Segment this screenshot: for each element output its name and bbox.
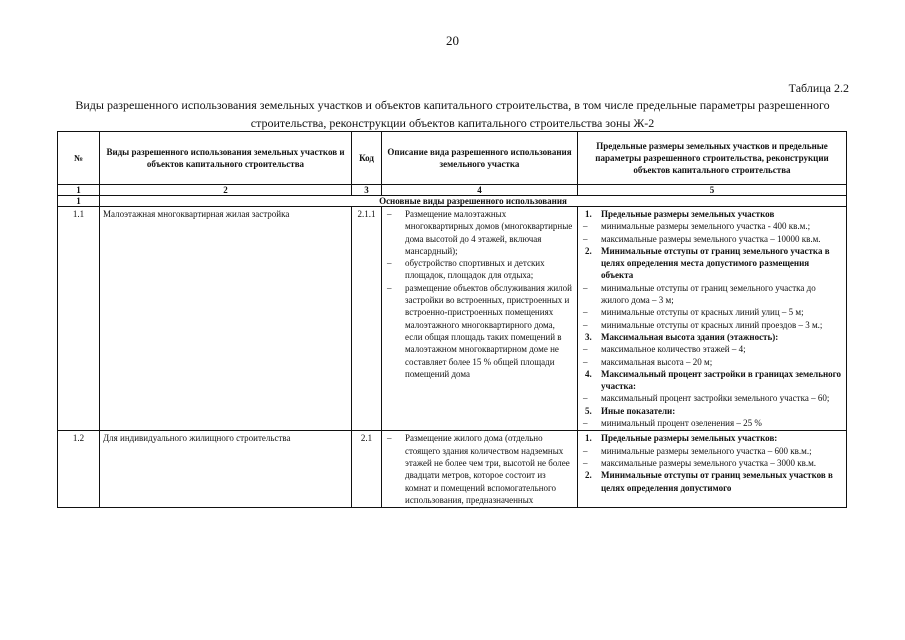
- row-description: [382, 207, 578, 431]
- column-number-row: [58, 185, 847, 196]
- description-item: – размещение объектов обслуживания жилой застройки во встроенных, пристроенных и встроенно-пристроенных помещениях малоэтажного многоквартирного дома, если общая площадь таких помещений в малоэтажном многоквартирном доме не составляет более 15 % общей площади помещений дома: [385, 282, 574, 380]
- header-code: Код: [352, 132, 382, 185]
- table-label: Таблица 2.2: [788, 81, 849, 95]
- column-number: 5: [578, 185, 847, 196]
- param-heading: 1. Предельные размеры земельных участков: [585, 209, 775, 219]
- param-item: – минимальные отступы от красных линий проездов – 3 м.;: [581, 319, 843, 331]
- description-item: – Размещение жилого дома (отдельно стоящего здания количеством надземных этажей не более чем три, высотой не более двадцати метров, которое состоит из комнат и помещений вспомогательного использования, предназначенных: [385, 432, 574, 506]
- column-number: 2: [100, 185, 352, 196]
- param-heading: 2. Минимальные отступы от границ земельного участка в целях определения места допустимого размещения объекта: [585, 245, 830, 281]
- param-heading: 1. Предельные размеры земельных участков:: [585, 433, 778, 444]
- table-header-row: [58, 132, 847, 185]
- param-heading: 3. Максимальная высота здания (этажность):: [585, 331, 779, 342]
- param-item: – минимальные размеры земельного участка – 600 кв.м.;: [581, 445, 843, 457]
- param-item: – максимальный процент застройки земельного участка – 60;: [581, 392, 843, 404]
- row-code: 2.1.1: [352, 207, 382, 431]
- row-num: 1.2: [58, 431, 100, 508]
- section-num: 1: [58, 196, 100, 207]
- param-item: – максимальные размеры земельного участка – 10000 кв.м.: [581, 233, 843, 245]
- header-num: №: [58, 132, 100, 185]
- section-title: Основные виды разрешенного использования: [100, 196, 847, 207]
- row-kind: Малоэтажная многоквартирная жилая застройка: [100, 207, 352, 431]
- section-row: [58, 196, 847, 207]
- description-item: – Размещение малоэтажных многоквартирных домов (многоквартирные дома высотой до 4 этажей, включая мансардный);: [385, 208, 574, 257]
- row-num: 1.1: [58, 207, 100, 431]
- param-item: – максимальные размеры земельного участка – 3000 кв.м.: [581, 457, 843, 469]
- param-item: – максимальное количество этажей – 4;: [581, 343, 843, 355]
- header-description: Описание вида разрешенного использования земельного участка: [382, 132, 578, 185]
- param-heading: 4. Максимальный процент застройки в границах земельного участка:: [585, 368, 842, 392]
- page-number: 20: [446, 33, 459, 48]
- column-number: 4: [382, 185, 578, 196]
- row-params: [578, 431, 847, 508]
- param-heading: 2. Минимальные отступы от границ земельных участков в целях определения допустимого: [585, 470, 833, 493]
- table-row: [58, 431, 847, 508]
- table-row: [58, 207, 847, 431]
- param-item: – минимальные отступы от красных линий улиц – 5 м;: [581, 306, 843, 318]
- param-item: – минимальный процент озеленения – 25 %: [581, 417, 843, 429]
- table-caption: Виды разрешенного использования земельных участков и объектов капитального строительства, в том числе предельные параметры разрешенного строительства, реконструкции объектов капитального строительства зоны Ж-2: [75, 98, 830, 130]
- zoning-table: [57, 131, 847, 508]
- header-kind: Виды разрешенного использования земельных участков и объектов капитального строительства: [100, 132, 352, 185]
- row-description: [382, 431, 578, 508]
- row-params: [578, 207, 847, 431]
- param-item: – максимальная высота – 20 м;: [581, 356, 843, 368]
- header-params: Предельные размеры земельных участков и предельные параметры разрешенного строительства, реконструкции объектов капитального строительства: [578, 132, 847, 185]
- column-number: 1: [58, 185, 100, 196]
- param-heading: 5. Иные показатели:: [585, 405, 676, 416]
- column-number: 3: [352, 185, 382, 196]
- row-code: 2.1: [352, 431, 382, 508]
- row-kind: Для индивидуального жилищного строительства: [100, 431, 352, 508]
- param-item: – минимальные размеры земельного участка - 400 кв.м.;: [581, 220, 843, 232]
- description-item: – обустройство спортивных и детских площадок, площадок для отдыха;: [385, 257, 574, 282]
- param-item: – минимальные отступы от границ земельного участка до жилого дома – 3 м;: [581, 282, 843, 307]
